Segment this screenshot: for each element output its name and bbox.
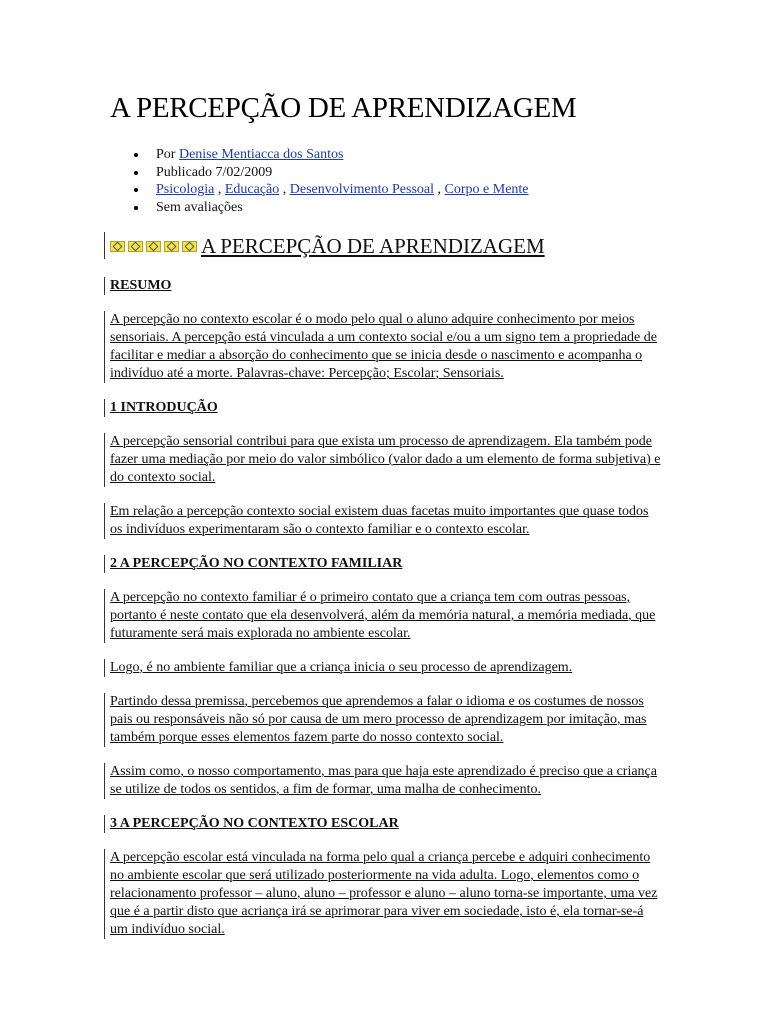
- category-link-educacao[interactable]: Educação: [224, 182, 280, 197]
- section-title-contexto-escolar: 3 A PERCEPÇÃO NO CONTEXTO ESCOLAR: [104, 815, 664, 833]
- article-body: [104, 232, 664, 955]
- paragraph-intro-1: A percepção sensorial contribui para que exista um processo de aprendizagem. Ela também pode fazer uma mediação por meio do valor simbólico (valor dado a um elemento de forma subjetiva) e do contexto social.: [104, 433, 664, 487]
- paragraph-familiar-3: Partindo dessa premissa, percebemos que aprendemos a falar o idioma e os costumes de nossos pais ou responsáveis não só por causa de um mero processo de aprendizagem por imitação, mas também porque esses elementos fazem parte do nosso contexto social.: [104, 693, 664, 747]
- meta-author-item: [134, 146, 529, 164]
- star-icon[interactable]: [182, 241, 197, 252]
- paragraph-familiar-2: Logo, é no ambiente familiar que a criança inicia o seu processo de aprendizagem.: [104, 659, 664, 677]
- paragraph-escolar-1: A percepção escolar está vinculada na forma pelo qual a criança percebe e adquiri conhecimento no ambiente escolar que será utilizado posteriormente na vida adulta. Logo, elementos como o relacionamento professor – aluno, aluno – professor e aluno – aluno torna-se importante, uma vez que é a partir disto que acriança irá se aprimorar para viver em sociedade, isto é, ela tornar-se-á um indivíduo social.: [104, 849, 664, 939]
- meta-categories-item: Psicologia , Educação , Desenvolvimento Pessoal , Corpo e Mente: [134, 181, 529, 199]
- star-icon[interactable]: [128, 241, 143, 252]
- paragraph-familiar-1: A percepção no contexto familiar é o primeiro contato que a criança tem com outras pessoas, portanto é neste contato que ela desenvolverá, além da memória natural, a memória mediada, que futuramente será mais explorada no ambiente escolar.: [104, 589, 664, 643]
- category-link-psicologia[interactable]: Psicologia: [156, 182, 215, 197]
- star-icon[interactable]: [146, 241, 161, 252]
- paragraph-resumo: A percepção no contexto escolar é o modo pelo qual o aluno adquire conhecimento por meios sensoriais. A percepção está vinculada a um contexto social e/ou a um signo tem a propriedade de facilitar e mediar a absorção do conhecimento que se inicia desde o nascimento e acompanha o indivíduo até a morte. Palavras-chave: Percepção; Escolar; Sensoriais.: [104, 311, 664, 383]
- paragraph-intro-2: Em relação a percepção contexto social existem duas facetas muito importantes que quase todos os indivíduos experimentaram são o contexto familiar e o contexto escolar.: [104, 503, 664, 539]
- star-icon[interactable]: [110, 241, 125, 252]
- meta-ratings-item: Sem avaliações: [134, 199, 529, 217]
- by-prefix: Por: [156, 147, 179, 162]
- category-link-corpo-e-mente[interactable]: Corpo e Mente: [444, 182, 529, 197]
- section-title-resumo: RESUMO: [104, 277, 664, 295]
- rating-stars[interactable]: [110, 232, 200, 258]
- meta-published-item: Publicado 7/02/2009: [134, 164, 529, 182]
- article-title: A PERCEPÇÃO DE APRENDIZAGEM: [110, 92, 577, 124]
- author-link[interactable]: Denise Mentiacca dos Santos: [178, 147, 344, 162]
- section-title-contexto-familiar: 2 A PERCEPÇÃO NO CONTEXTO FAMILIAR: [104, 555, 664, 573]
- star-icon[interactable]: [164, 241, 179, 252]
- article-heading-text: A PERCEPÇÃO DE APRENDIZAGEM: [201, 234, 545, 258]
- article-meta-list: [134, 146, 529, 216]
- article-heading: [104, 232, 664, 259]
- paragraph-familiar-4: Assim como, o nosso comportamento, mas para que haja este aprendizado é preciso que a criança se utilize de todos os sentidos, a fim de formar, uma malha de conhecimento.: [104, 763, 664, 799]
- category-link-desenvolvimento-pessoal[interactable]: Desenvolvimento Pessoal: [289, 182, 435, 197]
- section-title-introducao: 1 INTRODUÇÃO: [104, 399, 664, 417]
